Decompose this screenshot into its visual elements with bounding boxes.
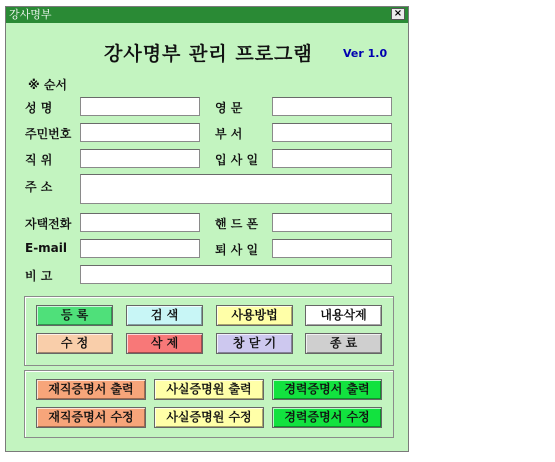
dept-label: 부 서 — [215, 127, 243, 141]
join-date-field[interactable] — [272, 149, 392, 168]
address-field[interactable] — [80, 174, 392, 204]
note-field[interactable] — [80, 265, 392, 284]
name-field[interactable] — [80, 97, 200, 116]
fact-cert-print-button[interactable]: 사실증명원 출력 — [154, 379, 264, 400]
employment-cert-print-button[interactable]: 재직증명서 출력 — [36, 379, 146, 400]
email-field[interactable] — [80, 239, 200, 258]
resident-no-label: 주민번호 — [25, 127, 72, 141]
email-label: E-mail — [25, 241, 68, 255]
employment-cert-edit-button[interactable]: 재직증명서 수정 — [36, 407, 146, 428]
leave-date-field[interactable] — [272, 239, 392, 258]
title-bar — [6, 7, 408, 23]
howto-button[interactable]: 사용방법 — [216, 305, 293, 326]
leave-date-label: 퇴 사 일 — [215, 243, 259, 257]
career-cert-edit-button[interactable]: 경력증명서 수정 — [272, 407, 382, 428]
close-icon[interactable]: × — [391, 8, 405, 20]
position-label: 직 위 — [25, 153, 53, 167]
fact-cert-edit-button[interactable]: 사실증명원 수정 — [154, 407, 264, 428]
mobile-field[interactable] — [272, 213, 392, 232]
delete-button[interactable]: 삭 제 — [126, 333, 203, 354]
english-label: 영 문 — [215, 101, 243, 115]
join-date-label: 입 사 일 — [215, 153, 259, 167]
window-title: 강사명부 — [9, 8, 52, 21]
search-button[interactable]: 검 색 — [126, 305, 203, 326]
version-label: Ver 1.0 — [343, 47, 388, 60]
name-label: 성 명 — [25, 101, 53, 115]
address-label: 주 소 — [25, 180, 53, 194]
career-cert-print-button[interactable]: 경력증명서 출력 — [272, 379, 382, 400]
position-field[interactable] — [80, 149, 200, 168]
page-title: 강사명부 관리 프로그램 — [104, 43, 313, 65]
home-phone-field[interactable] — [80, 213, 200, 232]
dept-field[interactable] — [272, 123, 392, 142]
exit-button[interactable]: 종 료 — [305, 333, 382, 354]
app-window — [5, 6, 409, 452]
edit-button[interactable]: 수 정 — [36, 333, 113, 354]
english-field[interactable] — [272, 97, 392, 116]
order-label: ※ 순서 — [28, 78, 68, 92]
register-button[interactable]: 등 록 — [36, 305, 113, 326]
close-window-button[interactable]: 창 닫 기 — [216, 333, 293, 354]
delete-content-button[interactable]: 내용삭제 — [305, 305, 382, 326]
note-label: 비 고 — [25, 269, 53, 283]
mobile-label: 핸 드 폰 — [215, 217, 259, 231]
resident-no-field[interactable] — [80, 123, 200, 142]
home-phone-label: 자택전화 — [25, 217, 72, 231]
